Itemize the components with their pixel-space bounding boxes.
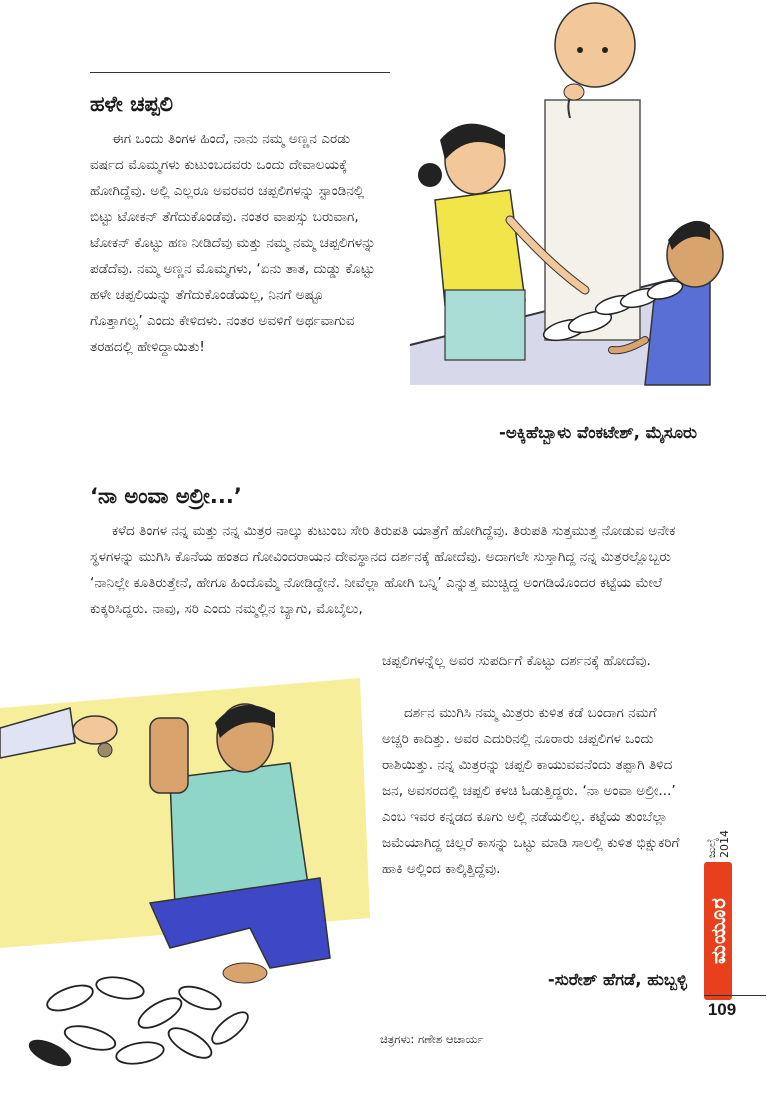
story2-body-wide (90, 518, 702, 648)
page-number: 109 (707, 1000, 737, 1019)
old-man-figure (545, 3, 640, 340)
story1-body (90, 126, 380, 426)
story2-title-wrap (90, 484, 490, 509)
story2-title: ‘ನಾ ಅಂವಾ ಅಲ್ರೀ...’ (90, 484, 242, 508)
magazine-logo: ಮಯೂರ (706, 897, 730, 965)
story1-byline: -ಅಕ್ಕಿಹೆಬ್ಬಾಳು ವೆಂಕಟೇಶ್, ಮೈಸೂರು (499, 423, 697, 442)
story1-byline-wrap (397, 423, 697, 443)
story1-title-wrap (90, 92, 390, 117)
story2-paragraph-narrow: ಚಪ್ಪಲಿಗಳನ್ನೆಲ್ಲ ಅವರ ಸುಪರ್ದಿಗೆ ಕೊಟ್ಟು ದರ್ಶನಕ್ಕೆ ಹೋದೆವು. (382, 653, 651, 669)
story2-body-narrow2 (382, 700, 687, 970)
story2-byline: -ಸುರೇಶ್ ಹೆಗಡೆ, ಹುಬ್ಬಳ್ಳಿ (547, 970, 687, 989)
story2-body-narrow (382, 648, 697, 700)
page-number-wrap (704, 1000, 740, 1020)
issue-date: ಜುಲೈ 2014 (705, 830, 731, 858)
illustration-credits: ಚಿತ್ರಗಳು: ಗಣೇಶ ಆಚಾರ್ಯ (380, 1032, 484, 1046)
illustration-top (390, 0, 710, 385)
story1-title: ಹಳೇ ಚಪ್ಪಲಿ (90, 92, 173, 116)
story2-paragraph-wide: ಕಳೆದ ತಿಂಗಳ ನನ್ನ ಮತ್ತು ನನ್ನ ಮಿತ್ರರ ನಾಲ್ಕು ಕುಟುಂಬ ಸೇರಿ ತಿರುಪತಿ ಯಾತ್ರೆಗೆ ಹೋಗಿದ್ದೆವು. ತಿರುಪತಿ ಸುತ್ತಮುತ್ತ ನೋಡುವ ಅನೇಕ ಸ್ಥಳಗಳನ್ನು ಮುಗಿಸಿ ಕೊನೆಯ ಹಂತದ ಗೋವಿಂದರಾಯನ ದೇವಸ್ಥಾನದ ದರ್ಶನಕ್ಕೆ ಹೋದೆವು. ಅದಾಗಲೇ ಸುಸ್ತಾಗಿದ್ದ ನನ್ನ ಮಿತ್ರರಲ್ಲೊಬ್ಬರು ‘ನಾನಿಲ್ಲೇ ಕೂತಿರುತ್ತೇನೆ, ಹೇಗೂ ಹಿಂದೊಮ್ಮೆ ನೋಡಿದ್ದೇನೆ. ನೀವೆಲ್ಲಾ ಹೋಗಿ ಬನ್ನಿ’ ಎನ್ನುತ್ತ ಮುಚ್ಚಿದ್ದ ಅಂಗಡಿಯೊಂದರ ಕಟ್ಟೆಯ ಮೇಲೆ ಕುಕ್ಕರಿಸಿದ್ದರು. ನಾವು, ಸರಿ ಎಂದು ನಮ್ಮಲ್ಲಿನ ಬ್ಯಾಗು, ಮೊಬೈಲು, (90, 523, 676, 617)
illustration-bottom (0, 668, 380, 1080)
story2-byline-wrap (382, 970, 687, 990)
page-number-rule (704, 995, 766, 996)
story1-paragraph: ಈಗ ಒಂದು ತಿಂಗಳ ಹಿಂದೆ, ನಾನು ನಮ್ಮ ಅಣ್ಣನ ಎರಡು ವರ್ಷದ ಮೊಮ್ಮಗಳು ಕುಟುಂಬದವರು ಒಂದು ದೇವಾಲಯಕ್ಕೆ ಹೋಗಿದ್ದೆವು. ಅಲ್ಲಿ ಎಲ್ಲರೂ ಅವರವರ ಚಪ್ಪಲಿಗಳನ್ನು ಸ್ಟಾಂಡಿನಲ್ಲಿ ಬಿಟ್ಟು ಟೋಕನ್ ತೆಗೆದುಕೊಂಡೆವು. ನಂತರ ವಾಪಸ್ಸು ಬರುವಾಗ, ಟೋಕನ್ ಕೊಟ್ಟು ಹಣ ನೀಡಿದೆವು ಮತ್ತು ನಮ್ಮ ನಮ್ಮ ಚಪ್ಪಲಿಗಳನ್ನು ಪಡೆದೆವು. ನಮ್ಮ ಅಣ್ಣನ ಮೊಮ್ಮಗಳು, ‘ಏನು ತಾತ, ದುಡ್ಡು ಕೊಟ್ಟು ಹಳೇ ಚಪ್ಪಲಿಯನ್ನು ತೆಗೆದುಕೊಂಡೆಯಲ್ಲ, ನಿನಗೆ ಅಷ್ಟೂ ಗೊತ್ತಾಗಲ್ವ’ ಎಂದು ಕೇಳಿದಳು. ನಂತರ ಅವಳಿಗೆ ಅರ್ಥವಾಗುವ ತರಹದಲ್ಲಿ ಹೇಳಿದ್ದಾಯಿತು! (90, 131, 376, 355)
raised-hand (150, 718, 188, 793)
story2-paragraph-narrow2: ದರ್ಶನ ಮುಗಿಸಿ ನಮ್ಮ ಮಿತ್ರರು ಕುಳಿತ ಕಡೆ ಬಂದಾಗ ನಮಗೆ ಅಚ್ಚರಿ ಕಾದಿತ್ತು. ಅವರ ಎದುರಿನಲ್ಲಿ ನೂರಾರು ಚಪ್ಪಲಿಗಳ ಒಂದು ರಾಶಿಯಿತ್ತು. ನನ್ನ ಮಿತ್ರರನ್ನು ಚಪ್ಪಲಿ ಕಾಯುವವನೆಂದು ತಪ್ಪಾಗಿ ತಿಳಿದ ಜನ, ಅವಸರದಲ್ಲಿ ಚಪ್ಪಲಿ ಕಳಚಿ ಓಡುತ್ತಿದ್ದರು. ‘ನಾ ಅಂವಾ ಅಲ್ರೀ...’ ಎಂಬ ಇವರ ಕನ್ನಡದ ಕೂಗು ಅಲ್ಲಿ ನಡೆಯಲಿಲ್ಲ. ಕಟ್ಟೆಯ ತುಂಬೆಲ್ಲಾ ಜಮೆಯಾಗಿದ್ದ ಚಿಲ್ಲರೆ ಕಾಸನ್ನು ಒಟ್ಟು ಮಾಡಿ ಸಾಲಲ್ಲಿ ಕುಳಿತ ಭಿಕ್ಷುಕರಿಗೆ ಹಾಕಿ ಅಲ್ಲಿಂದ ಕಾಲ್ಕಿತ್ತಿದ್ದೆವು. (382, 705, 680, 877)
illustration-credits-wrap (380, 1028, 484, 1047)
